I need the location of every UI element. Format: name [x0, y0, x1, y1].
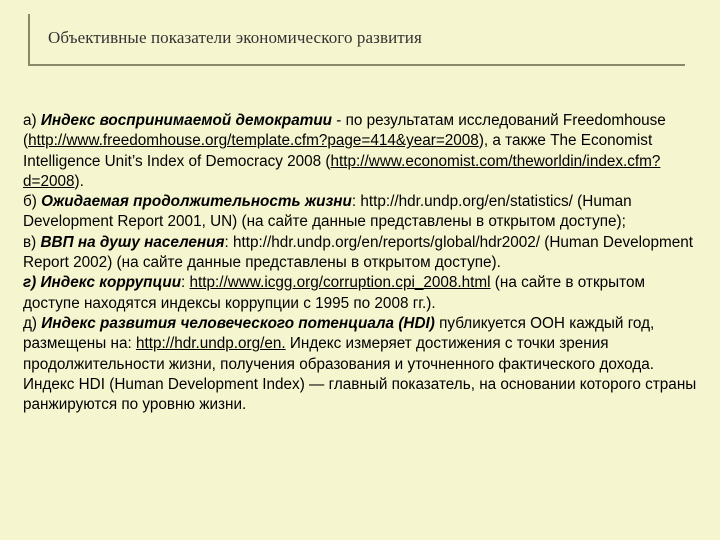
title-frame-left	[28, 14, 30, 66]
item-b-term: Ожидаемая продолжительность жизни	[41, 193, 352, 211]
item-e-text1: публикуется ООН каждый год, размещены на:	[23, 314, 655, 353]
item-a-text2: ), а также The Economist Intelligence Unit’s Index of Democracy 2008 (	[23, 132, 653, 170]
slide-title: Объективные показатели экономического развития	[48, 28, 422, 47]
item-e-term: Индекс развития человеческого потенциала (HDI)	[41, 314, 435, 332]
item-a	[23, 111, 698, 192]
item-b	[23, 192, 698, 233]
slide-body	[23, 111, 698, 415]
item-a-label: а)	[23, 112, 41, 129]
undp-hdr-link[interactable]: http://hdr.undp.org/en.	[135, 335, 286, 353]
item-a-term: Индекс воспринимаемой демократии	[40, 112, 333, 129]
item-e-label: д)	[23, 314, 42, 332]
item-d	[23, 273, 698, 314]
item-d-label: г)	[23, 274, 41, 292]
icgg-corruption-link[interactable]: http://www.icgg.org/corruption.cpi_2008.html	[189, 274, 491, 292]
item-e-text2: Индекс измеряет достижения с точки зрения продолжительности жизни, получения образования и уточненного фактического дохода. Индекс HDI (Human Development Index) — главный показатель, на основании которого страны ранжируются по уровню жизни.	[23, 335, 697, 414]
title-frame-bottom	[28, 64, 685, 66]
item-c	[23, 233, 698, 274]
item-a-text3: ).	[74, 172, 84, 190]
item-c-label: в)	[23, 233, 41, 251]
item-d-text1: :	[181, 274, 190, 292]
item-e	[23, 314, 698, 415]
freedomhouse-link[interactable]: http://www.freedomhouse.org/template.cfm?page=414&year=2008	[28, 132, 479, 150]
item-a-text1: - по результатам исследований Freedomhouse (	[23, 112, 666, 150]
item-d-text2: (на сайте в открытом доступе находятся индексы коррупции с 1995 по 2008 гг.).	[23, 274, 645, 312]
item-b-text: : http://hdr.undp.org/en/statistics/ (Human Development Report 2001, UN) (на сайте данные представлены в открытом доступе);	[23, 193, 632, 231]
item-d-term: Индекс коррупции	[40, 274, 182, 292]
economist-link[interactable]: http://www.economist.com/theworldin/index.cfm?d=2008	[23, 152, 661, 190]
item-c-text: : http://hdr.undp.org/en/reports/global/hdr2002/ (Human Development Report 2002) (на сайте данные представлены в открытом доступе).	[23, 233, 694, 272]
item-c-term: ВВП на душу населения	[40, 233, 225, 251]
item-b-label: б)	[23, 193, 42, 211]
